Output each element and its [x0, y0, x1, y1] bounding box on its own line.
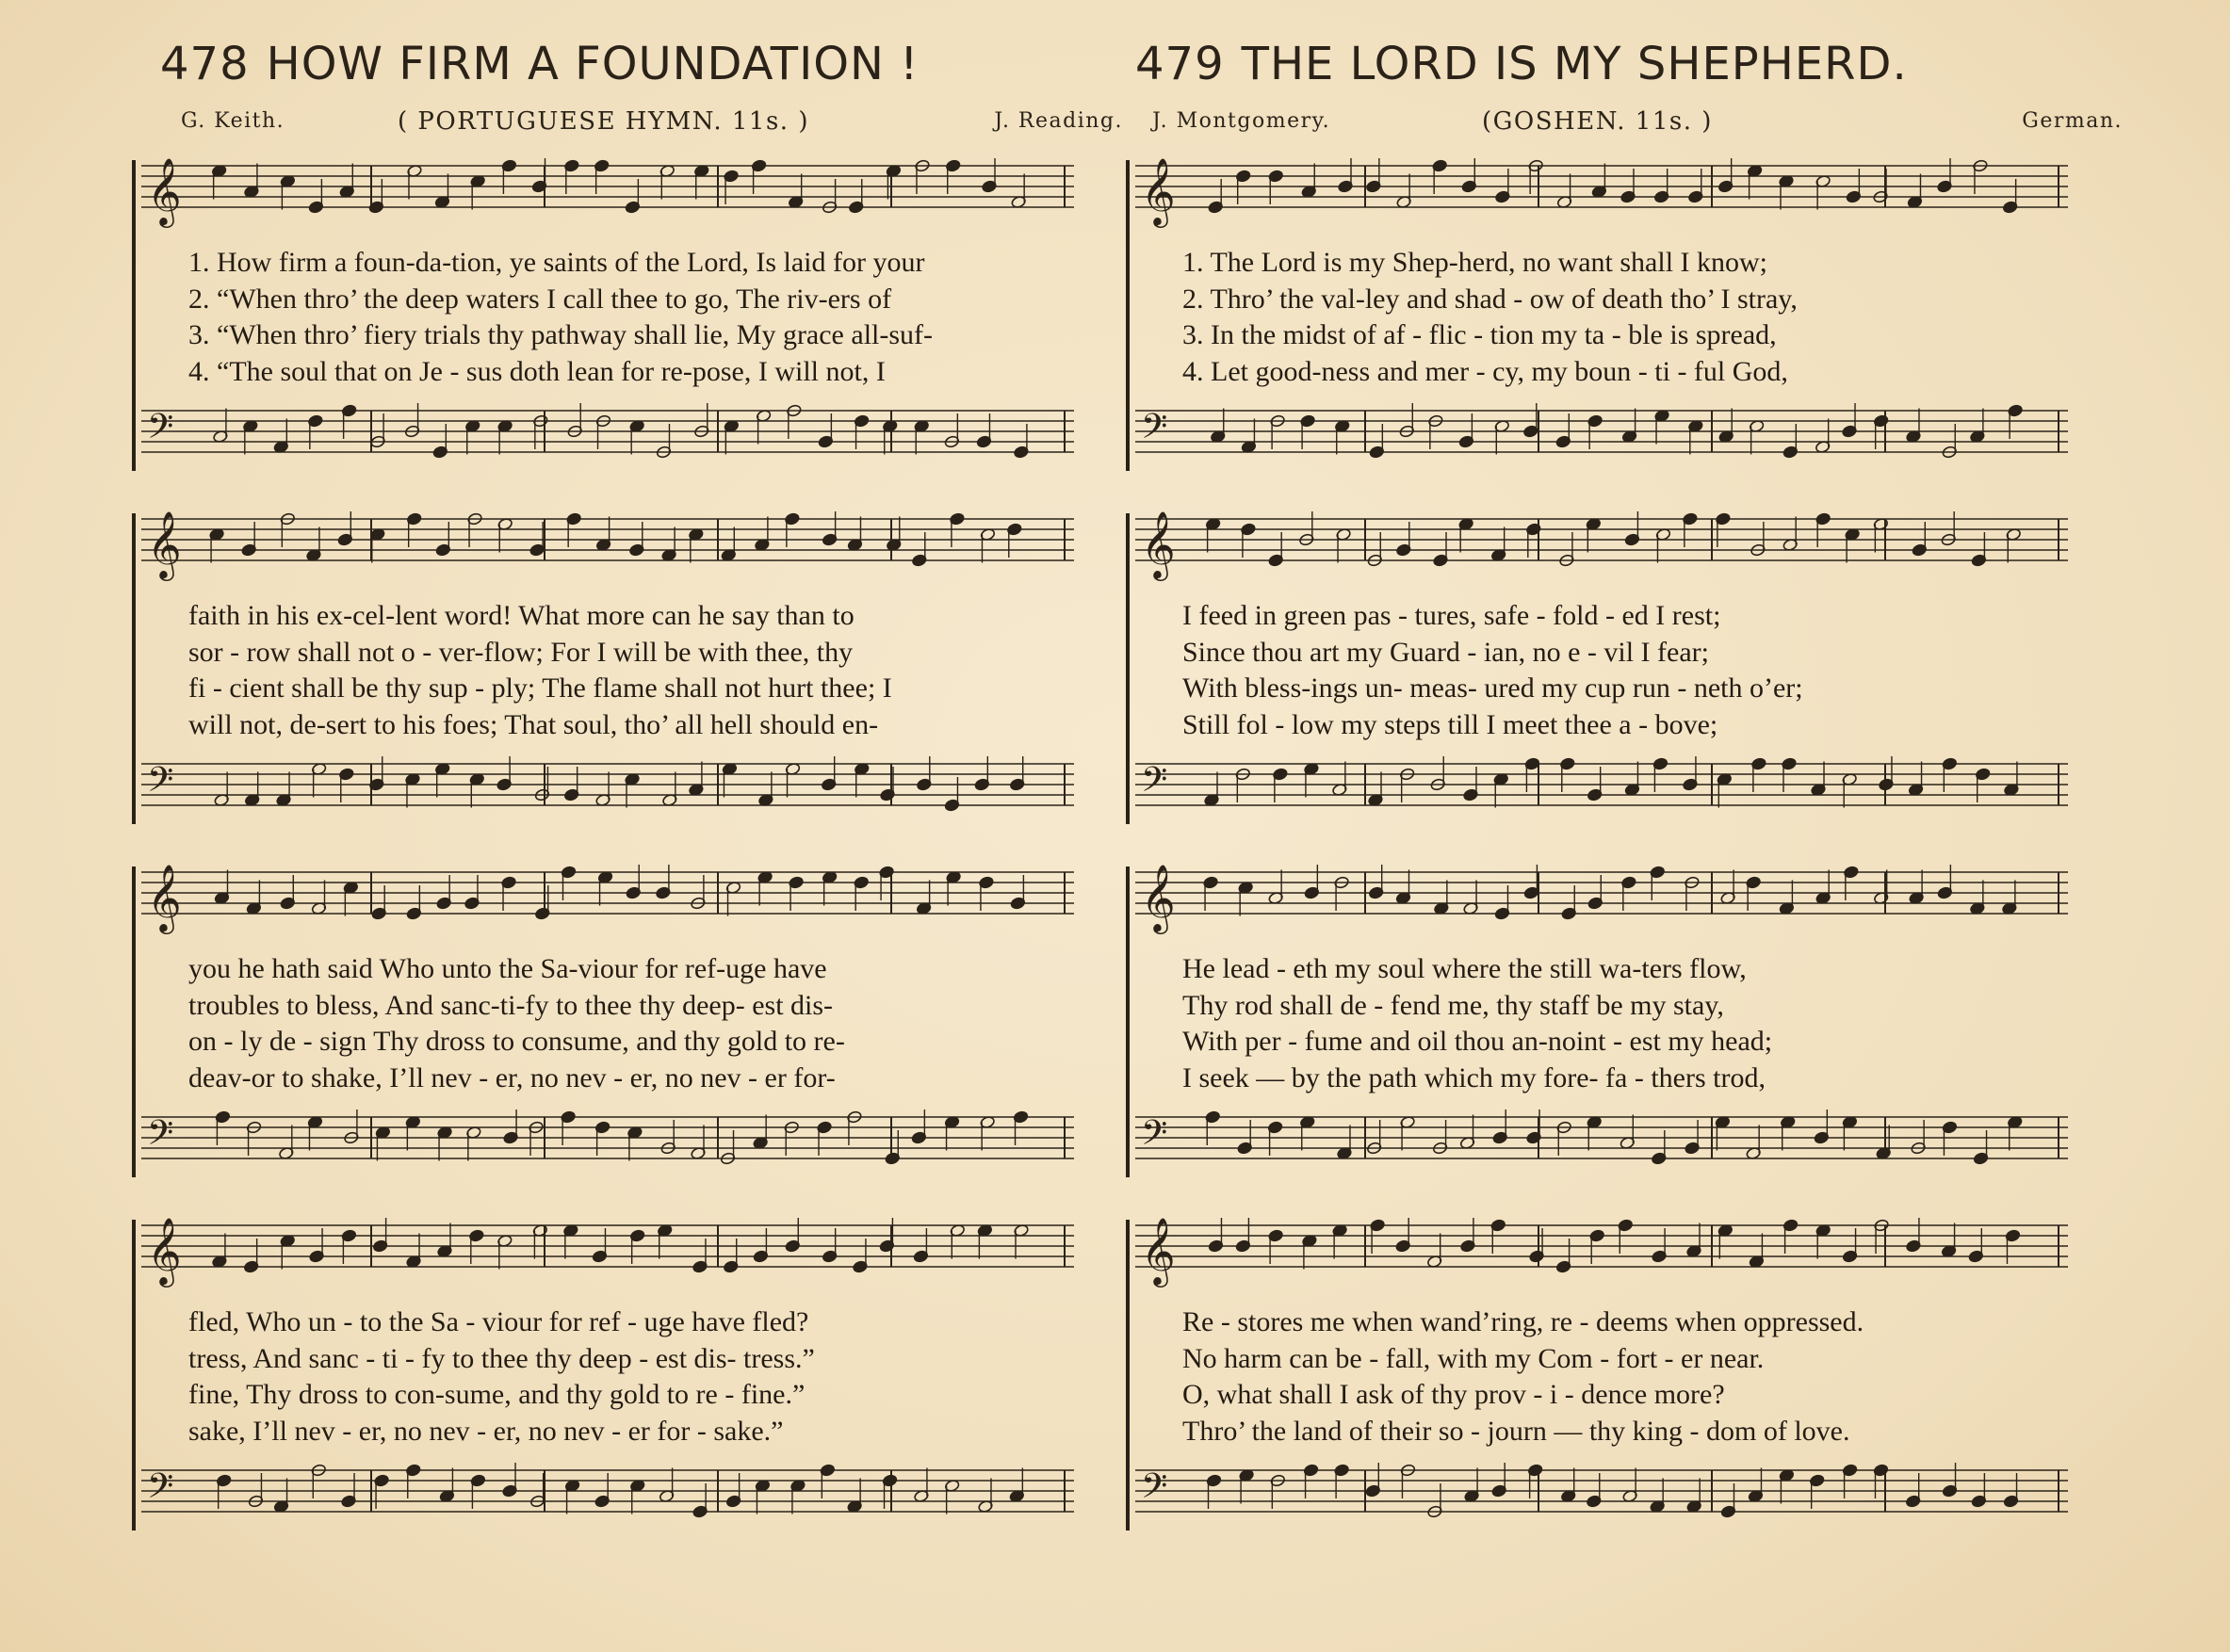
system-bracket [1126, 160, 1130, 471]
lyric-line: 3. “When thro’ fiery trials thy pathway shall lie, My grace all-suf- [188, 319, 934, 350]
hymn-credits [181, 109, 1123, 141]
treble-staff [141, 1216, 1074, 1285]
bass-staff [141, 1113, 1074, 1170]
treble-staff [1135, 156, 2068, 225]
hymn-title-text: HOW FIRM A FOUNDATION ! [266, 38, 920, 90]
lyric-line: Thro’ the land of their so - journ — thy king - dom of love. [1182, 1415, 1850, 1447]
lyrics-block [188, 951, 1055, 1096]
lyric-line: fine, Thy dross to con-sume, and thy gold to re - fine.” [188, 1379, 806, 1410]
lyric-line: 1. The Lord is my Shep-herd, no want shall I know; [1182, 247, 1768, 278]
music-system [132, 504, 1074, 843]
treble-staff [1135, 863, 2068, 931]
lyric-line: faith in his ex-cel-lent word! What more can he say than to [188, 600, 855, 631]
hymn-title [160, 38, 919, 90]
lyric-line: tress, And sanc - ti - fy to thee thy deep - est dis- tress.” [188, 1342, 815, 1374]
lyric-line: Still fol - low my steps till I meet thee a - bove; [1182, 708, 1718, 740]
lyric-line: fi - cient shall be thy sup - ply; The flame shall not hurt thee; I [188, 672, 892, 704]
treble-staff [1135, 510, 2068, 578]
system-bracket [132, 1220, 136, 1531]
composer-credit: J. Reading. [994, 109, 1123, 133]
bass-staff [1135, 760, 2068, 817]
svg-text:𝄢: 𝄢 [147, 1113, 174, 1161]
music-system [1126, 151, 2068, 490]
hymn-number: 478 [160, 38, 250, 90]
lyrics-block [1182, 598, 2049, 743]
treble-staff [1135, 1216, 2068, 1285]
lyric-line: 4. “The soul that on Je - sus doth lean for re-pose, I will not, I [188, 355, 886, 387]
system-bracket [132, 513, 136, 824]
svg-text:𝄞: 𝄞 [147, 863, 182, 931]
svg-text:𝄞: 𝄞 [147, 156, 182, 225]
lyrics-block [1182, 245, 2049, 390]
hymn-number: 479 [1135, 38, 1225, 90]
svg-text:𝄢: 𝄢 [147, 760, 174, 808]
svg-text:𝄞: 𝄞 [1141, 863, 1176, 931]
music-system [132, 151, 1074, 490]
lyrics-block [188, 245, 1055, 390]
treble-staff [141, 510, 1074, 578]
lyric-line: sake, I’ll nev - er, no nev - er, no nev - er for - sake.” [188, 1415, 784, 1447]
lyric-line: Re - stores me when wand’ring, re - deems when oppressed. [1182, 1306, 1864, 1337]
hymn-title-text: THE LORD IS MY SHEPHERD. [1241, 38, 1908, 90]
author-credit: J. Montgomery. [1152, 109, 1331, 133]
hymn-title [1135, 38, 1908, 90]
lyric-line: I seek — by the path which my fore- fa - thers trod, [1182, 1061, 1766, 1093]
lyric-line: you he hath said Who unto the Sa-viour for ref-uge have [188, 953, 827, 984]
svg-text:𝄢: 𝄢 [1141, 760, 1168, 808]
svg-text:𝄞: 𝄞 [147, 1216, 182, 1285]
svg-text:𝄢: 𝄢 [1141, 1113, 1168, 1161]
music-system [1126, 1210, 2068, 1549]
author-credit: G. Keith. [181, 109, 285, 133]
lyrics-block [1182, 951, 2049, 1096]
system-bracket [132, 866, 136, 1177]
hymn-credits [1152, 109, 2123, 141]
bass-staff [141, 407, 1074, 463]
lyric-line: fled, Who un - to the Sa - viour for ref - uge have fled? [188, 1306, 809, 1337]
lyric-line: He lead - eth my soul where the still wa-ters flow, [1182, 953, 1747, 984]
music-system [1126, 504, 2068, 843]
lyric-line: will not, de-sert to his foes; That soul, tho’ all hell should en- [188, 708, 879, 740]
system-bracket [1126, 513, 1130, 824]
lyrics-block [188, 1304, 1055, 1450]
lyric-line: troubles to bless, And sanc-ti-fy to thee thy deep- est dis- [188, 989, 834, 1021]
lyric-line: No harm can be - fall, with my Com - fort - er near. [1182, 1342, 1765, 1374]
lyric-line: 3. In the midst of af - flic - tion my ta - ble is spread, [1182, 319, 1777, 350]
lyric-line: 1. How firm a foun-da-tion, ye saints of the Lord, Is laid for your [188, 247, 925, 278]
bass-staff [141, 760, 1074, 817]
bass-staff [1135, 1113, 2068, 1170]
lyric-line: Since thou art my Guard - ian, no e - vil I fear; [1182, 636, 1709, 668]
music-system [132, 1210, 1074, 1549]
music-system [132, 857, 1074, 1196]
svg-text:𝄢: 𝄢 [1141, 407, 1168, 455]
svg-text:𝄢: 𝄢 [147, 1466, 174, 1514]
lyric-line: sor - row shall not o - ver-flow; For I will be with thee, thy [188, 636, 854, 668]
tune-name: ( PORTUGUESE HYMN. 11s. ) [398, 107, 809, 136]
lyric-line: deav-or to shake, I’ll nev - er, no nev - er, no nev - er for- [188, 1061, 836, 1093]
svg-text:𝄢: 𝄢 [1141, 1466, 1168, 1514]
svg-text:𝄞: 𝄞 [1141, 1216, 1176, 1285]
lyric-line: With bless-ings un- meas- ured my cup run - neth o’er; [1182, 672, 1803, 704]
bass-staff [1135, 407, 2068, 463]
treble-staff [141, 156, 1074, 225]
svg-text:𝄞: 𝄞 [147, 510, 182, 578]
composer-credit: German. [2022, 109, 2123, 133]
system-bracket [132, 160, 136, 471]
lyrics-block [188, 598, 1055, 743]
tune-name: (GOSHEN. 11s. ) [1482, 107, 1713, 136]
svg-text:𝄞: 𝄞 [1141, 510, 1176, 578]
lyric-line: on - ly de - sign Thy dross to consume, and thy gold to re- [188, 1026, 845, 1057]
svg-text:𝄢: 𝄢 [147, 407, 174, 455]
lyrics-block [1182, 1304, 2049, 1450]
bass-staff [141, 1466, 1074, 1523]
lyric-line: 4. Let good-ness and mer - cy, my boun - ti - ful God, [1182, 355, 1788, 387]
lyric-line: Thy rod shall de - fend me, thy staff be my stay, [1182, 989, 1724, 1021]
lyric-line: 2. Thro’ the val-ley and shad - ow of death tho’ I stray, [1182, 283, 1798, 315]
bass-staff [1135, 1466, 2068, 1523]
music-system [1126, 857, 2068, 1196]
system-bracket [1126, 1220, 1130, 1531]
treble-staff [141, 863, 1074, 931]
lyric-line: With per - fume and oil thou an-noint - est my head; [1182, 1026, 1773, 1057]
lyric-line: O, what shall I ask of thy prov - i - dence more? [1182, 1379, 1725, 1410]
svg-text:𝄞: 𝄞 [1141, 156, 1176, 225]
hymn-479 [1126, 0, 2123, 1652]
lyric-line: I feed in green pas - tures, safe - fold - ed I rest; [1182, 600, 1721, 631]
hymn-478 [132, 0, 1123, 1652]
lyric-line: 2. “When thro’ the deep waters I call thee to go, The riv-ers of [188, 283, 892, 315]
system-bracket [1126, 866, 1130, 1177]
